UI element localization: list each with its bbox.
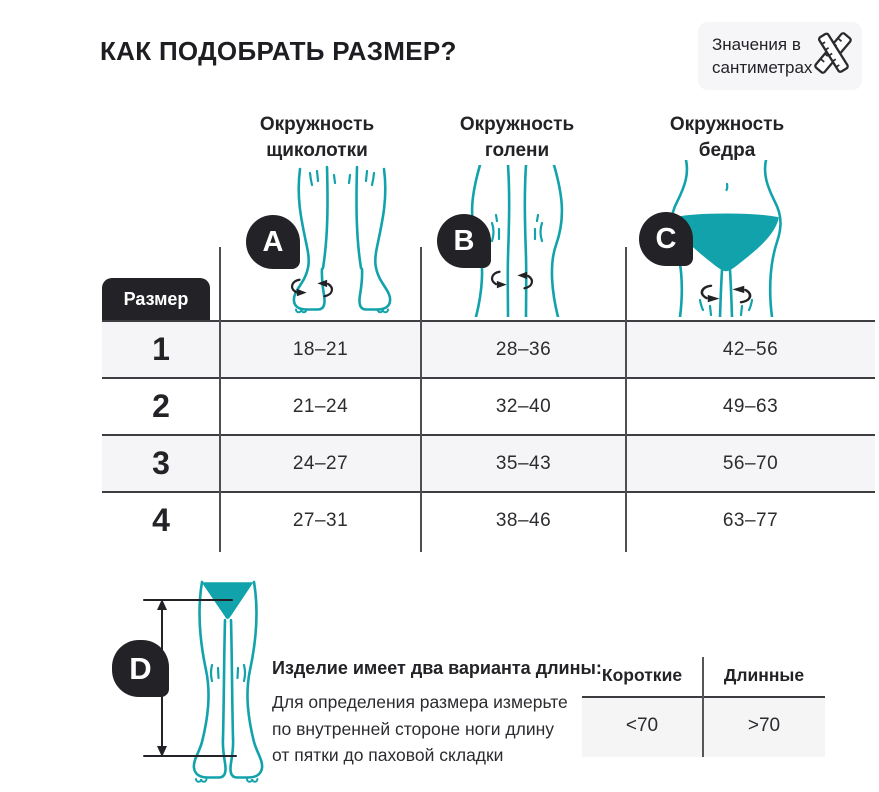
calf-range-cell: 38–46 xyxy=(495,509,552,531)
table-row-size-2 xyxy=(102,377,875,434)
marker-c: C xyxy=(639,212,693,266)
long-length-value: >70 xyxy=(747,715,781,736)
marker-a: A xyxy=(246,215,300,269)
hip-range-cell: 49–63 xyxy=(722,395,779,417)
column-header-calf: Окружность голени xyxy=(459,114,575,161)
column-header-ankle: Окружность щиколотки xyxy=(259,114,375,161)
hip-range-cell: 63–77 xyxy=(722,509,779,531)
ankle-range-cell: 21–24 xyxy=(292,395,349,417)
table-row-size-3 xyxy=(102,434,875,491)
size-cell: 2 xyxy=(152,388,170,424)
units-note-text xyxy=(712,33,812,79)
ankle-range-cell: 18–21 xyxy=(292,338,349,360)
hip-range-cell: 56–70 xyxy=(722,452,779,474)
table-row-size-1 xyxy=(102,320,875,377)
circumference-arrow-icon xyxy=(697,283,755,305)
page-title: КАК ПОДОБРАТЬ РАЗМЕР? xyxy=(100,36,457,66)
table-row-size-4 xyxy=(102,491,875,548)
ankle-range-cell: 27–31 xyxy=(292,509,349,531)
size-cell: 4 xyxy=(152,502,170,538)
hip-range-cell: 42–56 xyxy=(722,338,779,360)
column-divider xyxy=(219,247,221,552)
units-note-badge xyxy=(698,22,862,90)
marker-b: B xyxy=(437,214,491,268)
crossed-rulers-icon xyxy=(808,26,858,80)
marker-d: D xyxy=(112,640,169,697)
length-table-column-divider xyxy=(702,657,704,757)
short-length-header: Короткие xyxy=(601,665,683,685)
size-corner-header: Размер xyxy=(102,278,210,320)
ankle-range-cell: 24–27 xyxy=(292,452,349,474)
units-note-line2: сантиметрах xyxy=(712,58,813,77)
long-length-header: Длинные xyxy=(723,665,805,685)
length-measure-instruction: Для определения размера измерьте по внутренней стороне ноги длину от пятки до паховой складки xyxy=(272,692,568,765)
length-variants-heading: Изделие имеет два варианта длины: xyxy=(272,658,602,678)
calf-range-cell: 28–36 xyxy=(495,338,552,360)
column-header-hip: Окружность бедра xyxy=(669,114,785,161)
circumference-arrow-icon xyxy=(488,269,536,291)
size-cell: 3 xyxy=(152,445,170,481)
circumference-arrow-icon xyxy=(288,277,336,299)
units-note-line1: Значения в xyxy=(712,35,801,54)
calf-range-cell: 32–40 xyxy=(495,395,552,417)
column-divider xyxy=(625,247,627,552)
calf-range-cell: 35–43 xyxy=(495,452,552,474)
short-length-value: <70 xyxy=(625,715,659,736)
size-cell: 1 xyxy=(152,331,170,367)
column-divider xyxy=(420,247,422,552)
